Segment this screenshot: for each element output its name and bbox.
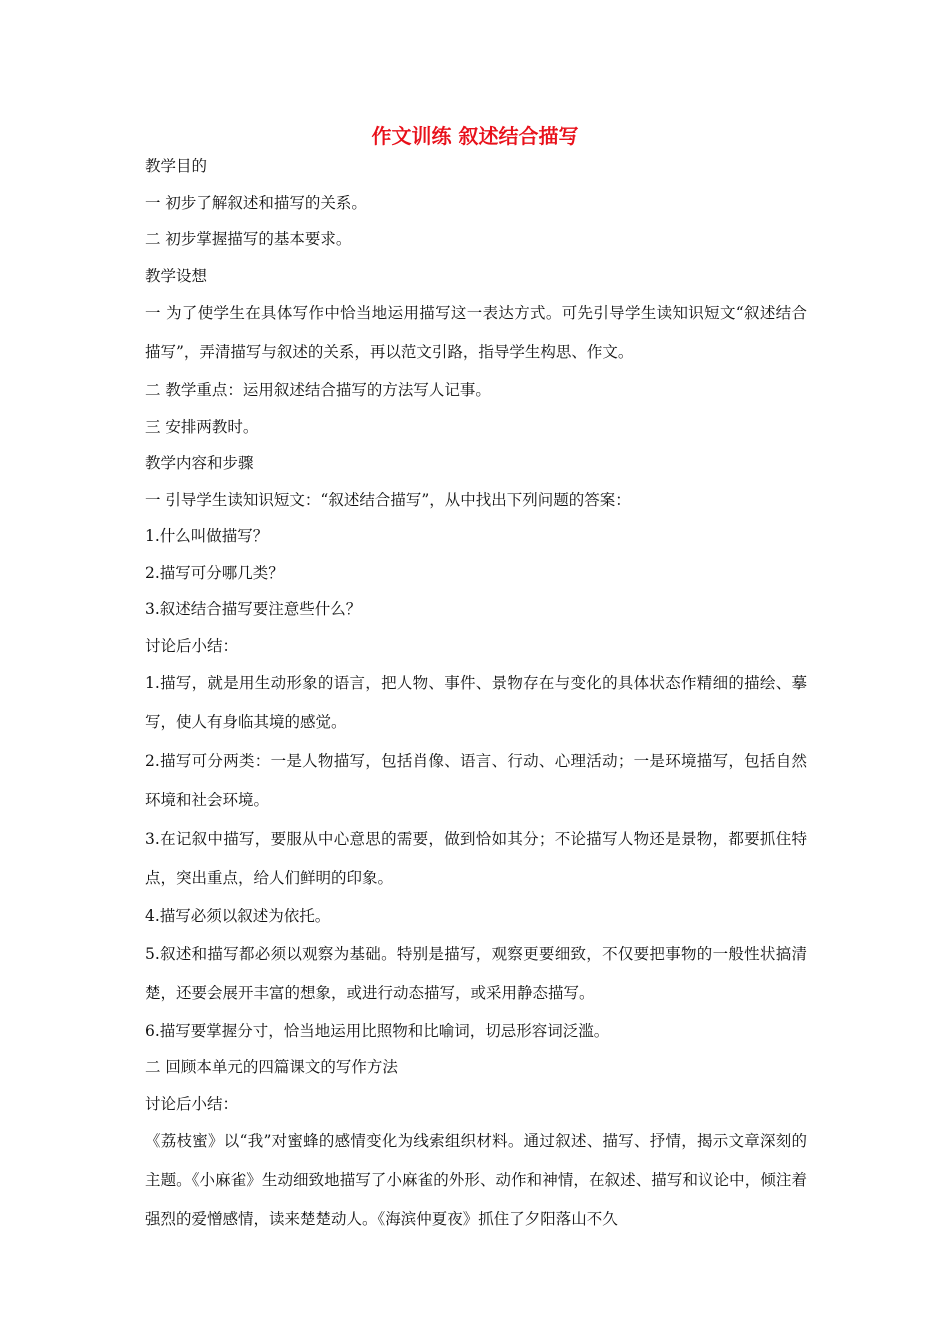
heading-teaching-goals: 教学目的 <box>145 157 208 175</box>
heading-teaching-plan: 教学设想 <box>145 266 208 285</box>
question-3: 3.叙述结合描写要注意些什么？ <box>145 600 362 618</box>
summary-label-2: 讨论后小结： <box>145 1094 239 1113</box>
plan-item-1: 一 为了使学生在具体写作中恰当地运用描写这一表达方式。可先引导学生读知识短文“叙述结合描写”，弄清描写与叙述的关系，再以范文引路，指导学生构思、作文。 <box>145 304 807 361</box>
question-1: 1.什么叫做描写？ <box>145 527 269 545</box>
goal-item-2: 二 初步掌握描写的基本要求。 <box>145 230 352 248</box>
summary-point-6: 6.描写要掌握分寸，恰当地运用比照物和比喻词，切忌形容词泛滥。 <box>145 1021 610 1040</box>
summary-point-3: 3.在记叙中描写，要服从中心意思的需要，做到恰如其分；不论描写人物还是景物，都要抓住特点，突出重点，给人们鲜明的印象。 <box>145 830 807 887</box>
document-title: 作文训练 叙述结合描写 <box>371 124 579 148</box>
plan-item-3: 三 安排两教时。 <box>145 417 259 436</box>
plan-item-2: 二 教学重点：运用叙述结合描写的方法写人记事。 <box>145 381 491 399</box>
lesson-review-paragraph: 《荔枝蜜》以“我”对蜜蜂的感情变化为线索组织材料。通过叙述、描写、抒情，揭示文章深刻的主题。《小麻雀》生动细致地描写了小麻雀的外形、动作和神情，在叙述、描写和议论中，倾注着强烈的爱憎感情，读来楚楚动人。《海滨仲夏夜》抓住了夕阳落山不久 <box>145 1132 807 1228</box>
heading-content-steps: 教学内容和步骤 <box>145 454 254 472</box>
goal-item-1: 一 初步了解叙述和描写的关系。 <box>145 193 367 212</box>
summary-point-4: 4.描写必须以叙述为依托。 <box>145 907 331 925</box>
summary-point-1: 1.描写，就是用生动形象的语言，把人物、事件、景物存在与变化的具体状态作精细的描绘、摹写，使人有身临其境的感觉。 <box>145 674 807 731</box>
summary-label-1: 讨论后小结： <box>145 636 239 655</box>
step-2-intro: 二 回顾本单元的四篇课文的写作方法 <box>145 1058 398 1076</box>
question-2: 2.描写可分哪几类？ <box>145 563 284 582</box>
summary-point-2: 2.描写可分两类：一是人物描写，包括肖像、语言、行动、心理活动；一是环境描写，包括自然环境和社会环境。 <box>145 752 807 809</box>
summary-point-5: 5.叙述和描写都必须以观察为基础。特别是描写，观察更要细致，不仅要把事物的一般性状搞清楚，还要会展开丰富的想象，或进行动态描写，或采用静态描写。 <box>145 944 807 1002</box>
step-1-intro: 一 引导学生读知识短文：“叙述结合描写”，从中找出下列问题的答案： <box>145 490 631 509</box>
document-body <box>145 148 807 1239</box>
